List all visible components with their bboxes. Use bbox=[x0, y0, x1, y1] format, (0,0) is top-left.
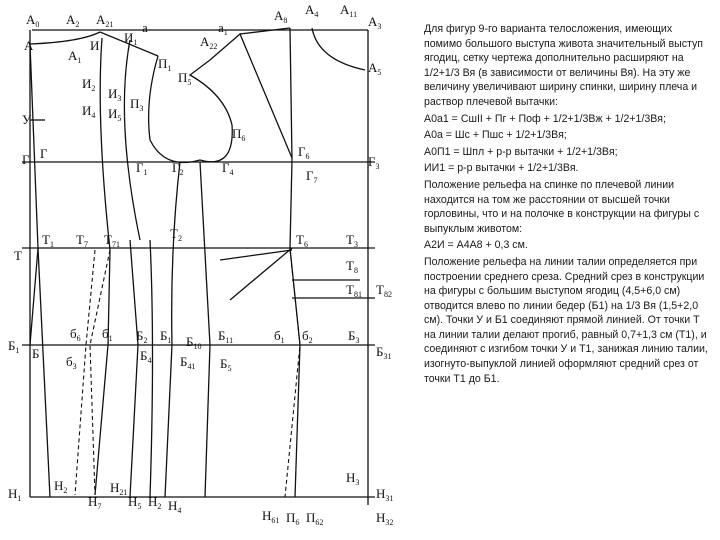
label-T82: $Т_{82}$ bbox=[376, 282, 392, 299]
label-a: а bbox=[142, 20, 148, 35]
label-I: И bbox=[90, 38, 100, 53]
label-U: У bbox=[22, 112, 32, 127]
label-A21: $А_{21}$ bbox=[96, 12, 114, 29]
label-H5: $Н_5$ bbox=[128, 494, 142, 511]
paragraph-intro: Для фигур 9-го варианта телосложения, имеющих помимо большого выступа живота значительный выступ ягодиц, сетку чертежа дополнительно расширяют на 1/2+1/3 Вя (в зависимости от величины Вя). На эту же величину увеличивают ширину спинки, ширину плеча и раствор плечевой вытачки: bbox=[424, 23, 703, 108]
label-B10: $Б_{10}$ bbox=[186, 334, 202, 351]
front-dart-dashed bbox=[285, 250, 300, 497]
label-A5: $А_5$ bbox=[368, 60, 382, 77]
label-I2: $И_2$ bbox=[82, 76, 96, 93]
label-H32: $Н_{32}$ bbox=[376, 510, 394, 527]
label-H31: $Н_{31}$ bbox=[376, 486, 394, 503]
label-B: Б bbox=[32, 346, 40, 361]
label-H3: $Н_3$ bbox=[346, 470, 360, 487]
back-centre-seam bbox=[30, 44, 38, 345]
back-centre-hem bbox=[38, 248, 50, 497]
label-I4: $И_4$ bbox=[82, 103, 96, 120]
label-H7: $Н_7$ bbox=[88, 494, 102, 511]
formula-1: А0а1 = СшII + Пг + Поф + 1/2+1/3Вж + 1/2+1/3Вя; bbox=[424, 112, 666, 125]
label-I5: $И_5$ bbox=[108, 106, 122, 123]
formula-2: А0а = Шс + Пшс + 1/2+1/3Вя; bbox=[424, 129, 567, 142]
label-A2: $А_2$ bbox=[66, 12, 80, 29]
label-B41: $Б_{41}$ bbox=[180, 354, 196, 371]
label-G4: $Г_4$ bbox=[222, 160, 234, 177]
label-G2: $Г_2$ bbox=[172, 160, 184, 177]
label-H2b: $Н_2$ bbox=[148, 494, 162, 511]
label-P6: $П_6$ bbox=[232, 126, 246, 143]
label-A11: $А_{11}$ bbox=[340, 2, 358, 19]
label-G1: $Г_1$ bbox=[136, 160, 148, 177]
label-T6: $Т_6$ bbox=[296, 232, 308, 249]
label-I3: $И_3$ bbox=[108, 86, 122, 103]
label-T1: $Т_1$ bbox=[42, 232, 54, 249]
back-skirt-line bbox=[130, 240, 138, 497]
label-H61: $Н_{61}$ bbox=[262, 508, 280, 525]
label-P6b: $П_6$ bbox=[286, 510, 300, 527]
armhole bbox=[149, 56, 233, 163]
label-B1: $Б_1$ bbox=[8, 338, 20, 355]
label-G: Г bbox=[22, 152, 30, 167]
label-A0: $А_0$ bbox=[26, 12, 40, 29]
front-shoulder bbox=[240, 28, 290, 34]
label-T2: $Т_2$ bbox=[170, 226, 182, 243]
point-labels bbox=[8, 2, 393, 527]
label-G3: $Г_3$ bbox=[368, 154, 380, 171]
label-I1: $И_1$ bbox=[124, 30, 138, 47]
construction-lines bbox=[22, 28, 375, 505]
label-a1: $а_1$ bbox=[218, 20, 228, 37]
description-text bbox=[424, 22, 712, 388]
label-B5: $Б_5$ bbox=[220, 356, 232, 373]
label-B2: $Б_2$ bbox=[136, 328, 148, 345]
label-b1r: $б_1$ bbox=[274, 328, 285, 345]
formula-4: ИИ1 = р-р вытачки + 1/2+1/3Вя. bbox=[424, 162, 579, 175]
label-T7: $Т_7$ bbox=[76, 232, 88, 249]
front-waist-dart-2 bbox=[220, 250, 292, 260]
label-T: Т bbox=[14, 248, 22, 263]
label-P3: $П_3$ bbox=[130, 96, 144, 113]
label-T8: $Т_8$ bbox=[346, 258, 358, 275]
formula-5: А2И = А4А8 + 0,3 см. bbox=[424, 239, 528, 252]
label-H2: $Н_2$ bbox=[54, 478, 68, 495]
back-dart-dashed bbox=[75, 250, 95, 495]
label-A4: $А_4$ bbox=[305, 2, 319, 19]
label-Gp: Г bbox=[40, 146, 48, 161]
label-A1: $А_1$ bbox=[68, 48, 82, 65]
label-T71: $Т_{71}$ bbox=[104, 232, 120, 249]
label-B3: $Б_3$ bbox=[348, 328, 360, 345]
label-P62: $П_{62}$ bbox=[306, 510, 324, 527]
label-B31: $Б_{31}$ bbox=[376, 344, 392, 361]
formula-3: А0П1 = Шпл + р-р вытачки + 1/2+1/3Вя; bbox=[424, 145, 618, 158]
label-T81: $Т_{81}$ bbox=[346, 282, 362, 299]
label-b6: $б_6$ bbox=[70, 326, 81, 343]
label-B11: $Б_{11}$ bbox=[218, 328, 234, 345]
label-H4: $Н_4$ bbox=[168, 498, 182, 515]
front-shoulder-dart bbox=[210, 34, 292, 158]
front-neckline bbox=[312, 28, 365, 70]
label-H1: $Н_1$ bbox=[8, 486, 22, 503]
front-waist-dart bbox=[230, 248, 292, 300]
label-A3: $А_3$ bbox=[368, 14, 382, 31]
label-B1p: $Б_1$ bbox=[160, 328, 172, 345]
paragraph-relief: Положение рельефа на спинке по плечевой линии находится на том же расстоянии от высшей точки горловины, что и на полочке в конструкции на фигуры с выпуклым животом: bbox=[424, 178, 700, 235]
label-B4: $Б_4$ bbox=[140, 348, 152, 365]
back-dart-dashed-2 bbox=[90, 250, 110, 495]
paragraph-waist: Положение рельефа на линии талии определяется при построении среднего среза. Средний срез в конструкции на фигуры с большим выступом ягодиц (4,5+6,0 см) отводится влево по линии бедер (Б1) на 1/3 Вя (1,5+2,0 см). Точки У и Б1 соединяют прямой линией. От точки Т на линии талии делают прогиб, равный 0,7+1,3 см (Т1), и соединяют с изгибом точки У и Т1, занижая линию талии, изогнуто-выпуклой линией оформляют средний срез от точки Т1 до Б1. bbox=[424, 255, 708, 385]
label-b2: $б_2$ bbox=[302, 328, 313, 345]
label-G7: $Г_7$ bbox=[306, 168, 318, 185]
back-skirt-line-2 bbox=[150, 240, 153, 497]
label-G6: $Г_6$ bbox=[298, 144, 310, 161]
label-P5: $П_5$ bbox=[178, 70, 192, 87]
label-b3: $б_3$ bbox=[66, 354, 77, 371]
label-A22: $А_{22}$ bbox=[200, 34, 218, 51]
label-P1: $П_1$ bbox=[158, 56, 172, 73]
label-T3: $Т_3$ bbox=[346, 232, 358, 249]
side-seam-front bbox=[200, 162, 210, 497]
label-A: А bbox=[24, 38, 34, 53]
label-b1: $б_1$ bbox=[102, 326, 113, 343]
label-H21: $Н_{21}$ bbox=[110, 480, 128, 497]
back-relief-2 bbox=[124, 40, 140, 240]
label-A8: $А_8$ bbox=[274, 8, 288, 25]
